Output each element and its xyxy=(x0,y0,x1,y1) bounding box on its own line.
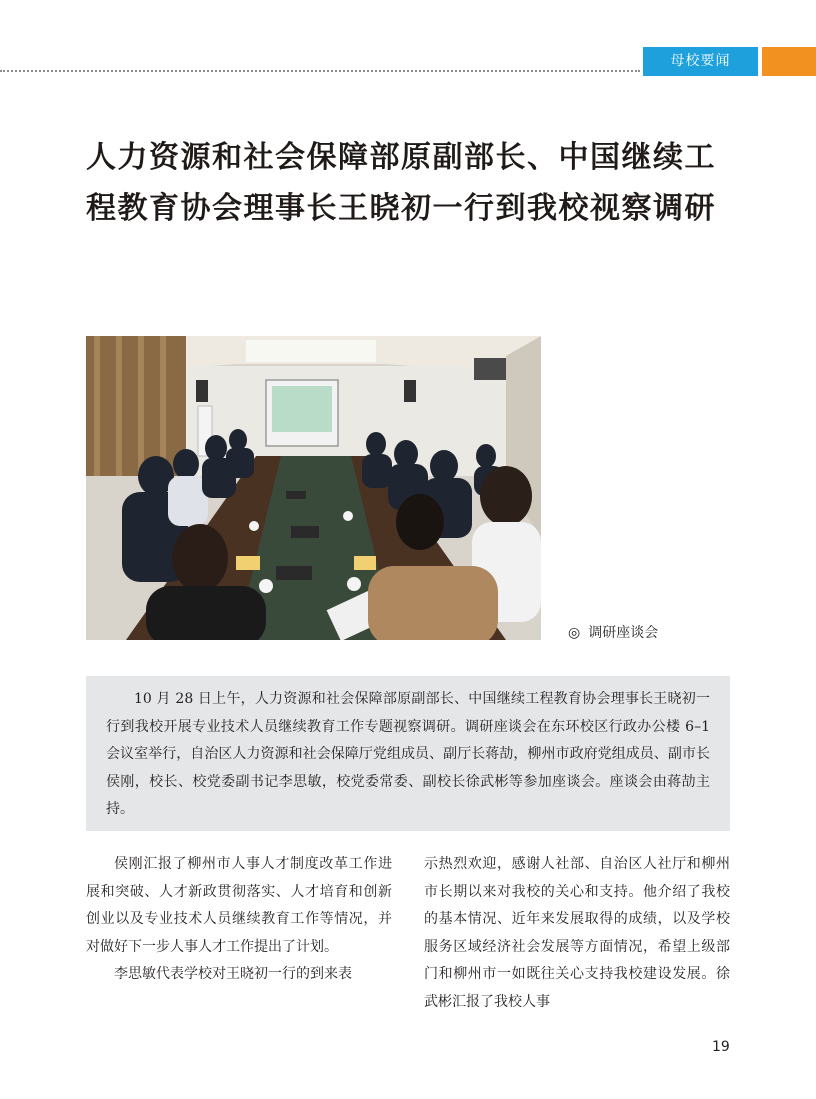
intro-paragraph: 10 月 28 日上午，人力资源和社会保障部原副部长、中国继续工程教育协会理事长王晓初一行到我校开展专业技术人员继续教育工作专题视察调研。调研座谈会在东环校区行政办公楼 6–1 会议室举行，自治区人力资源和社会保障厅党组成员、副厅长蒋劼，柳州市政府党组成员、副市长侯刚，校长、校党委副书记李思敏，校党委常委、副校长徐武彬等参加座谈会。座谈会由蒋劼主持。 xyxy=(106,691,710,817)
header-dotted-rule xyxy=(0,70,640,72)
intro-summary-box xyxy=(86,676,730,831)
meeting-photo xyxy=(86,336,541,640)
body-paragraph: 李思敏代表学校对王晓初一行的到来表 xyxy=(114,966,352,982)
caption-marker: ◎ xyxy=(568,625,581,641)
article-title: 人力资源和社会保障部原副部长、中国继续工程教育协会理事长王晓初一行到我校视察调研 xyxy=(86,140,716,226)
page-number: 19 xyxy=(712,1039,730,1055)
body-paragraph-continued: 示热烈欢迎，感谢人社部、自治区人社厅和柳州市长期以来对我校的关心和支持。他介绍了我校的基本情况、近年来发展取得的成绩，以及学校服务区域经济社会发展等方面情况，希望上级部门和柳州市一如既往关心支持我校建设发展。徐武彬汇报了我校人事 xyxy=(424,856,730,1010)
body-paragraph: 侯刚汇报了柳州市人事人才制度改革工作进展和突破、人才新政贯彻落实、人才培育和创新创业以及专业技术人员继续教育工作等情况，并对做好下一步人事人才工作提出了计划。 xyxy=(86,856,392,955)
accent-tab xyxy=(762,47,816,76)
body-column-left xyxy=(86,851,392,989)
section-label: 母校要闻 xyxy=(643,47,758,76)
body-column-right xyxy=(424,851,730,1016)
photo-caption xyxy=(568,622,658,642)
caption-text: 调研座谈会 xyxy=(588,625,659,641)
